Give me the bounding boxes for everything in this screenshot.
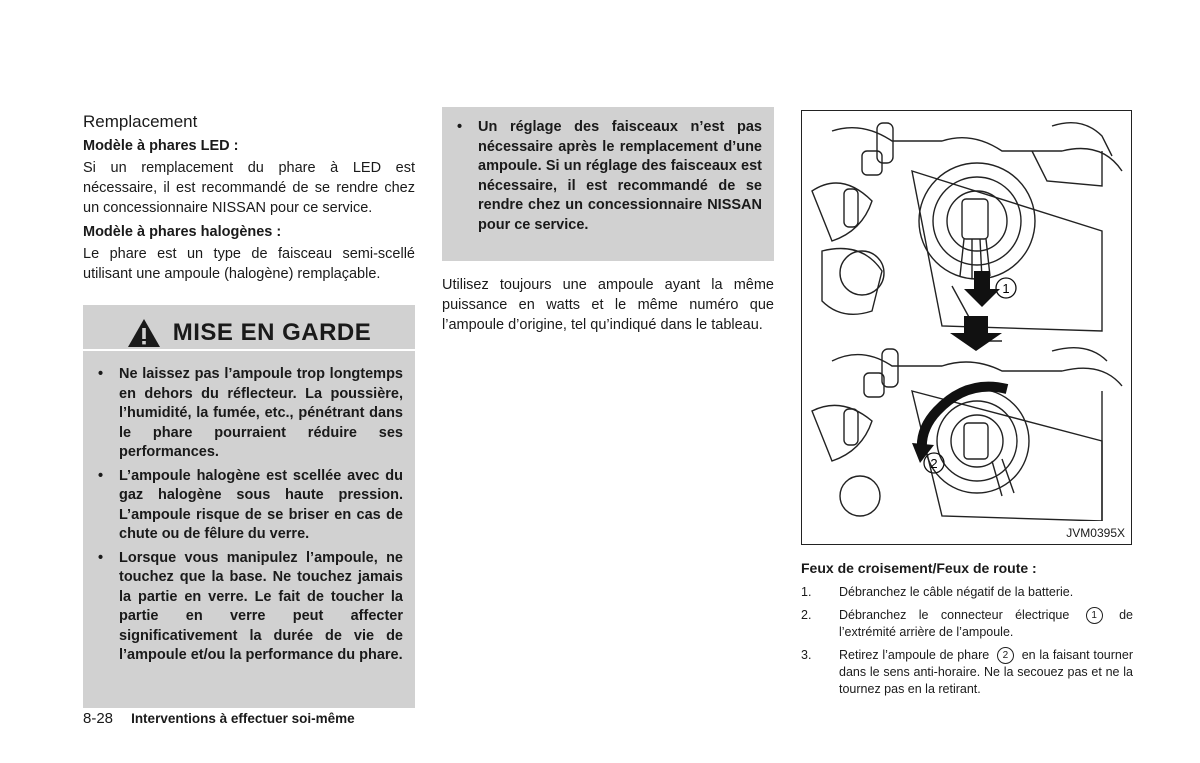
halogen-text: Le phare est un type de faisceau semi-scellé utilisant une ampoule (halogène) remplaçable. [83, 246, 415, 282]
step-text-post: en la faisant tourner dans le sens anti-horaire. Ne la secouez pas et ne la tournez pas en la retirant. [839, 648, 1133, 697]
right-heading: Feux de croisement/Feux de route : [801, 560, 1037, 576]
middle-text: Utilisez toujours une ampoule ayant la même puissance en watts et le même numéro que l’ampoule d’origine, tel qu’indiqué dans le tableau. [442, 277, 774, 333]
middle-text-block [442, 275, 774, 341]
warning-bullet-1: Ne laissez pas l’ampoule trop longtemps en dehors du réflecteur. La poussière, l’humidité, la fumée, etc., pénétrant dans le phare pourraient réduire ses performances. [119, 366, 403, 460]
steps-list [801, 584, 1133, 698]
step-text-pre: Retirez l’ampoule de phare [839, 648, 990, 663]
warning-title: MISE EN GARDE [172, 319, 372, 346]
figure-callout-2: 2 [930, 456, 938, 471]
note-text: Un réglage des faisceaux n’est pas nécessaire après le remplacement d’une ampoule. Si un réglage des faisceaux est nécessaire, il est recommandé de se rendre chez un concessionnaire NISSAN pour ce service. [478, 119, 762, 233]
warning-header [83, 317, 415, 349]
footer-title: Interventions à effectuer soi-même [131, 711, 355, 726]
section-title: Remplacement [83, 112, 198, 131]
step-number: 3. [801, 648, 812, 663]
list-item: • L’ampoule halogène est scellée avec du gaz halogène sous haute pression. L’ampoule risque de se briser en cas de chute ou de fêlure du verre. [98, 467, 403, 542]
warning-list [93, 365, 403, 670]
step-number: 1. [801, 585, 812, 599]
headlight-illustration [802, 111, 1131, 521]
step-number: 2. [801, 608, 812, 622]
left-column [83, 112, 415, 290]
warning-divider [83, 349, 415, 351]
right-text [801, 556, 1133, 704]
callout-circle: 2 [997, 647, 1014, 664]
list-item [801, 647, 1133, 698]
list-item: • Ne laissez pas l’ampoule trop longtemps en dehors du réflecteur. La poussière, l’humidité, la fumée, etc., pénétrant dans le phare pourraient réduire ses performances. [98, 366, 403, 460]
step-text-post: de l’extrémité arrière de l’ampoule. [839, 608, 1133, 640]
led-heading: Modèle à phares LED : [83, 138, 239, 154]
headlight-figure [801, 110, 1132, 545]
list-item [801, 584, 1133, 601]
step-text: Débranchez le câble négatif de la batterie. [839, 585, 1074, 599]
figure-callout-1: 1 [1002, 281, 1010, 296]
warning-bullet-3: Lorsque vous manipulez l’ampoule, ne touchez que la base. Ne touchez jamais la partie en verre. Le fait de toucher la partie en verre peut affecter significativement la durée de vie de l’ampoule et/ou la performance du phare. [119, 549, 403, 663]
step-text-pre: Débranchez le connecteur électrique [839, 608, 1070, 622]
note-box [442, 107, 774, 261]
note-list [452, 118, 762, 239]
list-item [801, 607, 1133, 641]
list-item: • Un réglage des faisceaux n’est pas nécessaire après le remplacement d’une ampoule. Si un réglage des faisceaux est nécessaire, il est recommandé de se rendre chez un concessionnaire NISSAN pour ce service. [457, 119, 762, 233]
led-text: Si un remplacement du phare à LED est nécessaire, il est recommandé de se rendre chez un concessionnaire NISSAN pour ce service. [83, 160, 415, 216]
list-item: • Lorsque vous manipulez l’ampoule, ne touchez que la base. Ne touchez jamais la partie en verre. Le fait de toucher la partie en verre peut affecter significativement la durée de vie de l’ampoule et/ou la performance du phare. [98, 549, 403, 663]
page-number: 8-28 [83, 710, 114, 727]
halogen-heading: Modèle à phares halogènes : [83, 224, 282, 240]
warning-triangle-icon [127, 318, 161, 348]
warning-bullet-2: L’ampoule halogène est scellée avec du gaz halogène sous haute pression. L’ampoule risque de se briser en cas de chute ou de fêlure du verre. [119, 467, 403, 542]
callout-circle: 1 [1086, 607, 1103, 624]
page-footer [83, 710, 355, 727]
warning-box [83, 305, 415, 708]
figure-label: JVM0395X [1066, 526, 1125, 540]
